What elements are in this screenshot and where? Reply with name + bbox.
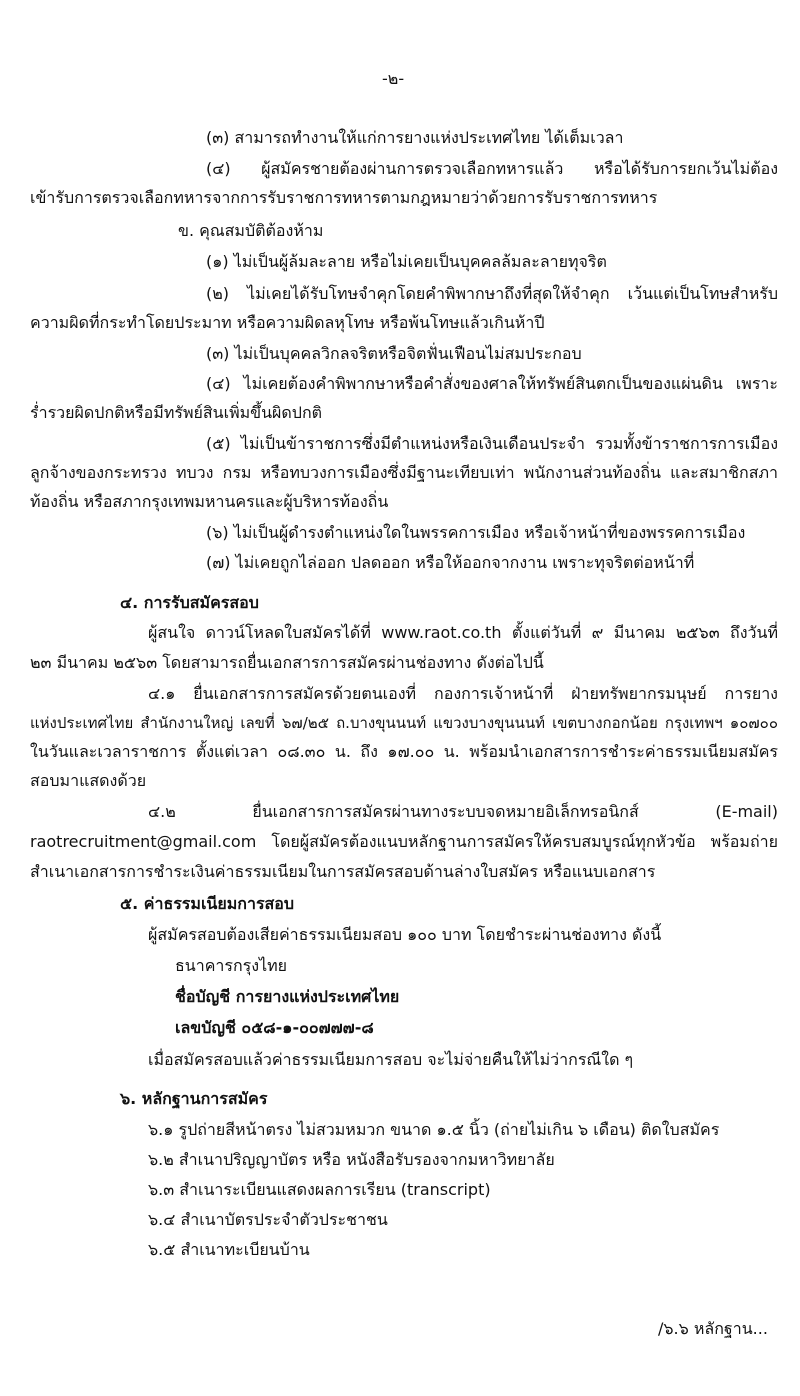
section-6-heading: ๖. หลักฐานการสมัคร (120, 1089, 268, 1108)
section-4-1-line-2: แห่งประเทศไทย สำนักงานใหญ่ เลขที่ ๖๗/๒๕ ถ.บางขุนนนท์ แขวงบางขุนนนท์ เขตบางกอกน้อย กรุงเทพฯ ๑๐๗๐๐ (30, 714, 778, 732)
section-4-1-line-3: ในวันและเวลาราชการ ตั้งแต่เวลา ๐๘.๓๐ น. ถึง ๑๗.๐๐ น. พร้อมนำเอกสารการชำระค่าธรรมเนียมสมัคร (30, 742, 778, 761)
qualification-item-4-line-1: (๔) ผู้สมัครชายต้องผ่านการตรวจเลือกทหารแล้ว หรือได้รับการยกเว้นไม่ต้อง (206, 159, 778, 178)
section-4-1-line-1: ๔.๑ ยื่นเอกสารการสมัครด้วยตนเองที่ กองการเจ้าหน้าที่ ฝ่ายทรัพยากรมนุษย์ การยาง (148, 684, 778, 703)
section-4-heading: ๔. การรับสมัครสอบ (120, 593, 259, 612)
section-4-intro-line-1: ผู้สนใจ ดาวน์โหลดใบสมัครได้ที่ www.raot.co.th ตั้งแต่วันที่ ๙ มีนาคม ๒๕๖๓ ถึงวันที่ (148, 623, 778, 642)
prohibited-item-4-line-2: ร่ำรวยผิดปกติหรือมีทรัพย์สินเพิ่มขึ้นผิดปกติ (30, 403, 323, 422)
prohibited-item-5-line-3: ท้องถิ่น หรือสภากรุงเทพมหานครและผู้บริหารท้องถิ่น (30, 492, 389, 511)
section-4-intro-line-2: ๒๓ มีนาคม ๒๕๖๓ โดยสามารถยื่นเอกสารการสมัครผ่านช่องทาง ดังต่อไปนี้ (30, 653, 544, 672)
prohibited-heading: ข. คุณสมบัติต้องห้าม (178, 221, 324, 240)
prohibited-item-6: (๖) ไม่เป็นผู้ดำรงตำแหน่งใดในพรรคการเมือง หรือเจ้าหน้าที่ของพรรคการเมือง (206, 523, 746, 542)
prohibited-item-3: (๓) ไม่เป็นบุคคลวิกลจริตหรือจิตฟั่นเฟือนไม่สมประกอบ (206, 344, 582, 363)
prohibited-item-1: (๑) ไม่เป็นผู้ล้มละลาย หรือไม่เคยเป็นบุคคลล้มละลายทุจริต (206, 252, 607, 271)
account-name: ชื่อบัญชี การยางแห่งประเทศไทย (175, 987, 400, 1006)
prohibited-item-5-line-2: ลูกจ้างของกระทรวง ทบวง กรม หรือทบวงการเมืองซึ่งมีฐานะเทียบเท่า พนักงานส่วนท้องถิ่น และสมาชิกสภา (30, 463, 778, 482)
section-4-2-line-2: raotrecruitment@gmail.com โดยผู้สมัครต้องแนบหลักฐานการสมัครให้ครบสมบูรณ์ทุกหัวข้อ พร้อมถ่าย (30, 832, 778, 851)
section-4-2-line-3: สำเนาเอกสารการชำระเงินค่าธรรมเนียมในการสมัครสอบด้านล่างใบสมัคร หรือแนบเอกสาร (30, 862, 656, 881)
list-item: ๖.๒ สำเนาปริญญาบัตร หรือ หนังสือรับรองจากมหาวิทยาลัย (148, 1150, 555, 1169)
account-number: เลขบัญชี ๐๕๘-๑-๐๐๗๗๗-๘ (175, 1018, 374, 1037)
qualification-item-4-line-2: เข้ารับการตรวจเลือกทหารจากการรับราชการทหารตามกฎหมายว่าด้วยการรับราชการทหาร (30, 188, 658, 207)
section-4-2-line-1: ๔.๒ ยื่นเอกสารการสมัครผ่านทางระบบจดหมายอิเล็กทรอนิกส์ (E-mail) (148, 802, 778, 821)
list-item: ๖.๑ รูปถ่ายสีหน้าตรง ไม่สวมหมวก ขนาด ๑.๕ นิ้ว (ถ่ายไม่เกิน ๖ เดือน) ติดใบสมัคร (148, 1120, 720, 1139)
section-5-intro: ผู้สมัครสอบต้องเสียค่าธรรมเนียมสอบ ๑๐๐ บาท โดยชำระผ่านช่องทาง ดังนี้ (148, 925, 662, 944)
prohibited-item-4-line-1: (๔) ไม่เคยต้องคำพิพากษาหรือคำสั่งของศาลให้ทรัพย์สินตกเป็นของแผ่นดิน เพราะ (206, 374, 778, 393)
section-4-1-line-4: สอบมาแสดงด้วย (30, 771, 147, 790)
list-item: ๖.๔ สำเนาบัตรประจำตัวประชาชน (148, 1210, 388, 1229)
continuation-marker: /๖.๖ หลักฐาน... (658, 1319, 768, 1338)
prohibited-item-2-line-1: (๒) ไม่เคยได้รับโทษจำคุกโดยคำพิพากษาถึงที่สุดให้จำคุก เว้นแต่เป็นโทษสำหรับ (206, 284, 778, 303)
bank-name: ธนาคารกรุงไทย (175, 956, 288, 975)
prohibited-item-7: (๗) ไม่เคยถูกไล่ออก ปลดออก หรือให้ออกจากงาน เพราะทุจริตต่อหน้าที่ (206, 553, 695, 572)
prohibited-item-2-line-2: ความผิดที่กระทำโดยประมาท หรือความผิดลหุโทษ หรือพ้นโทษแล้วเกินห้าปี (30, 313, 545, 332)
section-5-heading: ๕. ค่าธรรมเนียมการสอบ (120, 894, 295, 913)
list-item: ๖.๕ สำเนาทะเบียนบ้าน (148, 1240, 310, 1259)
fee-refund-note: เมื่อสมัครสอบแล้วค่าธรรมเนียมการสอบ จะไม่จ่ายคืนให้ไม่ว่ากรณีใด ๆ (148, 1050, 634, 1069)
prohibited-item-5-line-1: (๕) ไม่เป็นข้าราชการซึ่งมีตำแหน่งหรือเงินเดือนประจำ รวมทั้งข้าราชการการเมือง (206, 434, 778, 453)
list-item: ๖.๓ สำเนาระเบียนแสดงผลการเรียน (transcript) (148, 1180, 491, 1199)
qualification-item-3: (๓) สามารถทำงานให้แก่การยางแห่งประเทศไทย ได้เต็มเวลา (206, 128, 624, 147)
page-number: -๒- (382, 69, 405, 88)
